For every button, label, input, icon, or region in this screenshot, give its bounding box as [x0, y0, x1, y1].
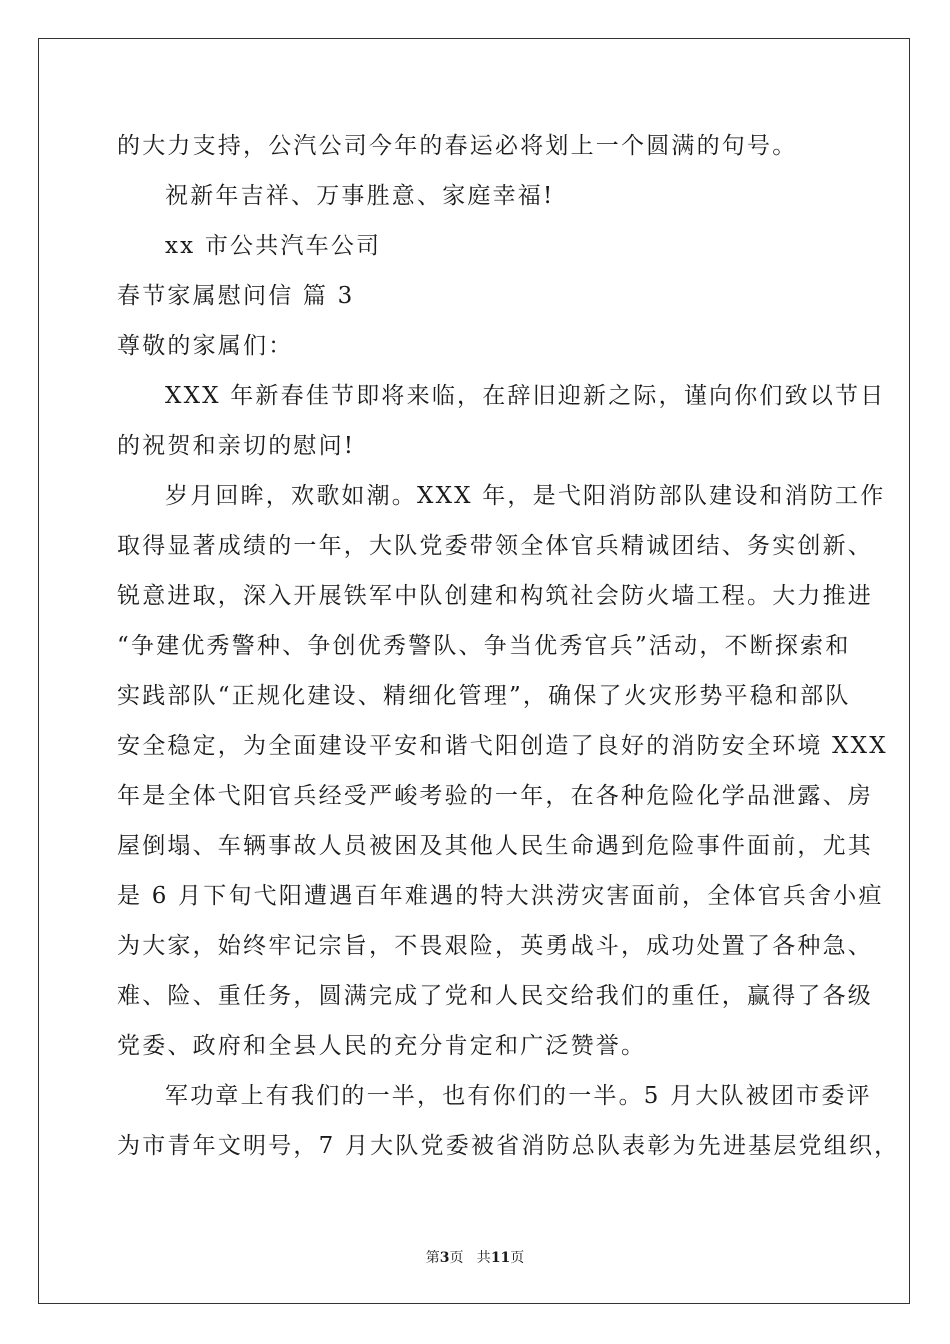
- signature-line: xx 市公共汽车公司: [165, 233, 382, 259]
- section-heading: 春节家属慰问信 篇 3: [117, 283, 355, 309]
- paragraph-line: 锐意进取，深入开展铁军中队创建和构筑社会防火墙工程。大力推进: [117, 583, 873, 609]
- paragraph-line: 为大家，始终牢记宗旨，不畏艰险，英勇战斗，成功处置了各种急、: [117, 933, 873, 959]
- paragraph-line: 岁月回眸，欢歌如潮。XXX 年，是弋阳消防部队建设和消防工作: [165, 483, 886, 509]
- paragraph-line: 难、险、重任务，圆满完成了党和人民交给我们的重任，赢得了各级: [117, 983, 873, 1009]
- paragraph-line: 军功章上有我们的一半，也有你们的一半。5 月大队被团市委评: [165, 1083, 872, 1109]
- text-line: 的大力支持，公汽公司今年的春运必将划上一个圆满的句号。: [117, 133, 798, 159]
- paragraph-line: 屋倒塌、车辆事故人员被困及其他人民生命遇到危险事件面前，尤其: [117, 833, 873, 859]
- paragraph-line: 实践部队“正规化建设、精细化管理”，确保了火灾形势平稳和部队: [117, 683, 851, 709]
- current-page-number: 3: [439, 1250, 450, 1266]
- footer-prefix: 第: [425, 1250, 440, 1266]
- paragraph-line: 年是全体弋阳官兵经受严峻考验的一年，在各种危险化学品泄露、房: [117, 783, 873, 809]
- paragraph-line: 为市青年文明号，7 月大队党委被省消防总队表彰为先进基层党组织，: [117, 1133, 900, 1159]
- total-page-count: 11: [490, 1250, 511, 1266]
- footer-mid: 页 共: [449, 1250, 491, 1266]
- salutation: 尊敬的家属们：: [117, 333, 294, 359]
- paragraph-line: 取得显著成绩的一年，大队党委带领全体官兵精诚团结、务实创新、: [117, 533, 873, 559]
- paragraph-line: “争建优秀警种、争创优秀警队、争当优秀官兵”活动，不断探索和: [117, 633, 851, 659]
- greeting-line: 祝新年吉祥、万事胜意、家庭幸福!: [165, 183, 555, 209]
- document-body: [117, 128, 900, 1178]
- page-number-footer: [0, 1247, 950, 1267]
- paragraph-line: 是 6 月下旬弋阳遭遇百年难遇的特大洪涝灾害面前，全体官兵舍小疸: [117, 883, 884, 909]
- paragraph-line: 的祝贺和亲切的慰问!: [117, 433, 356, 459]
- footer-suffix: 页: [510, 1250, 525, 1266]
- paragraph-line: XXX 年新春佳节即将来临，在辞旧迎新之际，谨向你们致以节日: [165, 383, 886, 409]
- paragraph-line: 安全稳定，为全面建设平安和谐弋阳创造了良好的消防安全环境 XXX: [117, 733, 888, 759]
- paragraph-line: 党委、政府和全县人民的充分肯定和广泛赞誉。: [117, 1033, 647, 1059]
